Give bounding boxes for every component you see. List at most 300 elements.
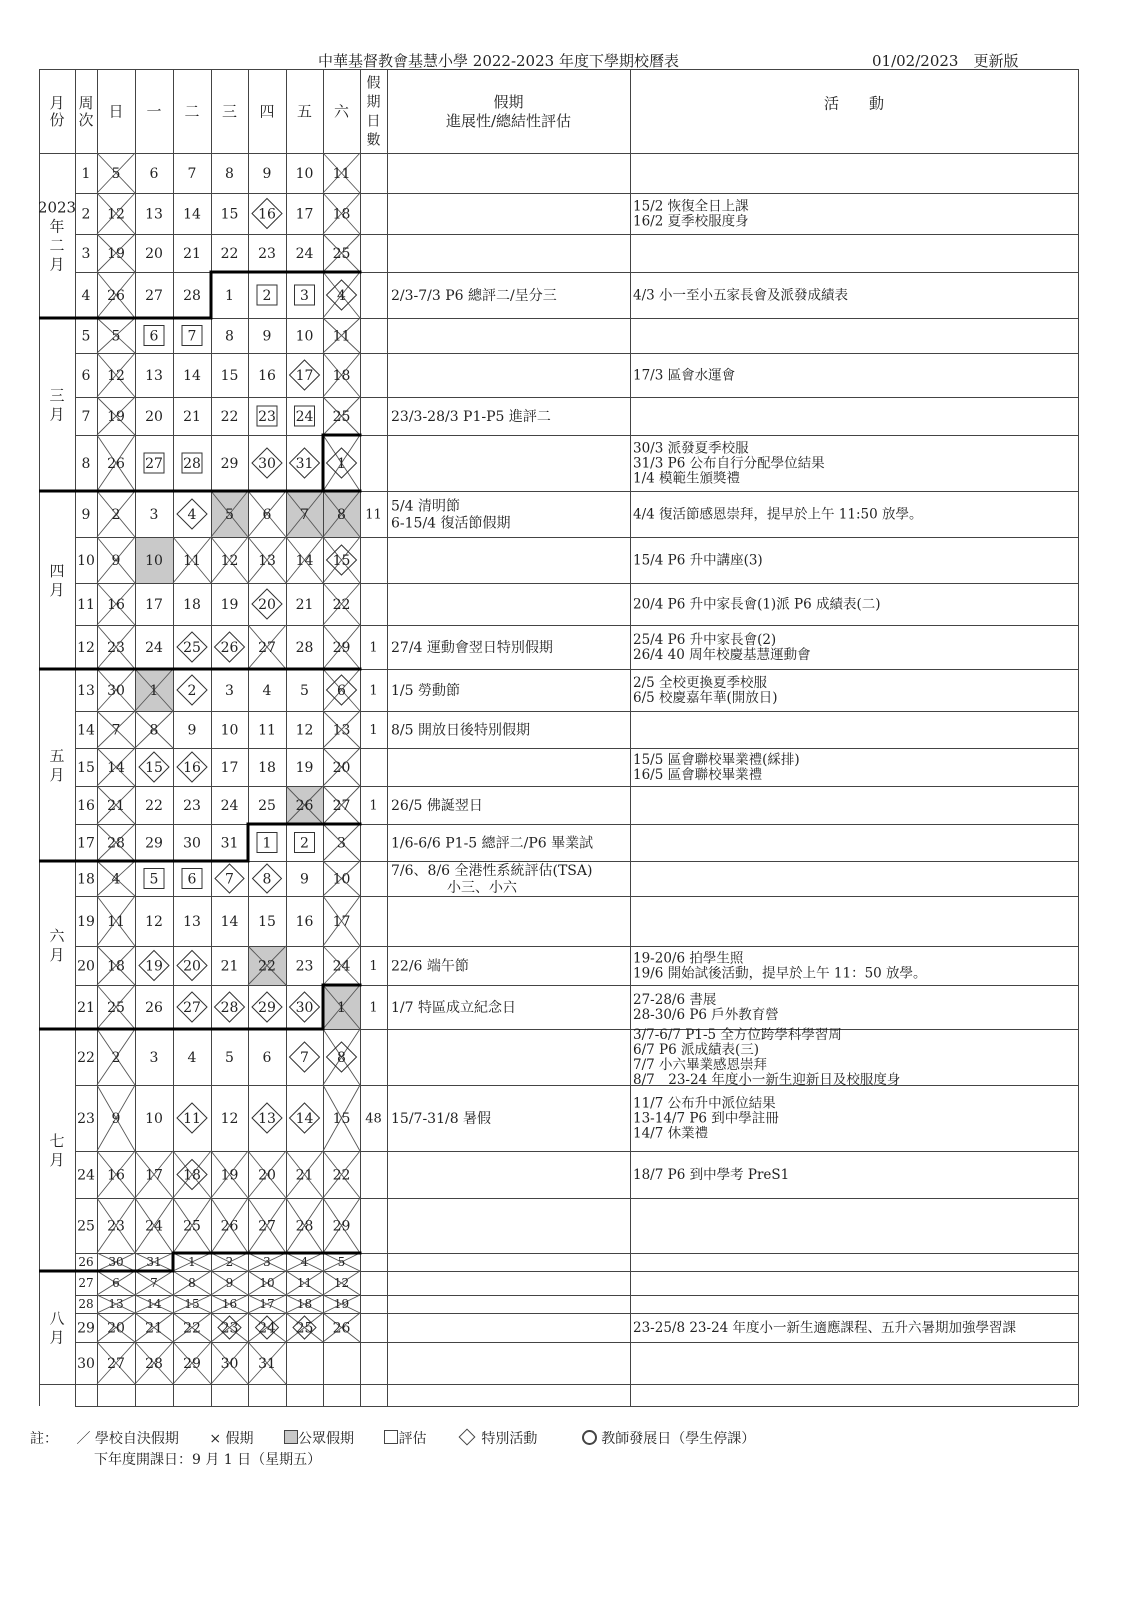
day-number: 14	[220, 913, 239, 930]
day-number: 19	[333, 1297, 350, 1312]
day-number: 11	[332, 165, 351, 182]
day-number: 27	[145, 287, 163, 304]
day-number: 5	[225, 506, 234, 523]
day-number: 23	[183, 797, 201, 814]
day-number: 24	[258, 1320, 276, 1337]
activity-text: 15/4 P6 升中講座(3)	[633, 552, 763, 569]
day-number: 5	[337, 1255, 346, 1270]
day-number: 23	[107, 639, 125, 656]
day-number: 23	[220, 1320, 239, 1337]
day-number: 9	[111, 1110, 121, 1127]
day-number: 17	[259, 1297, 275, 1312]
day-number: 16	[183, 759, 201, 776]
day-number: 3	[225, 682, 234, 699]
day-number: 9	[225, 1276, 234, 1291]
holiday-text: 27/4 運動會翌日特別假期	[391, 639, 553, 656]
day-number: 21	[295, 596, 314, 613]
day-number: 16	[221, 1297, 238, 1312]
day-number: 4	[337, 287, 346, 304]
day-number: 16	[107, 1167, 125, 1184]
day-number: 18	[183, 596, 201, 613]
day-number: 6	[262, 1049, 272, 1066]
page-title: 中華基督教會基慧小學 2022-2023 年度下學期校曆表	[318, 52, 679, 70]
day-number: 28	[295, 1218, 314, 1235]
day-number: 10	[145, 552, 163, 569]
col-month-header: 月份	[49, 93, 65, 129]
day-number: 6	[112, 1276, 120, 1291]
day-number: 29	[332, 1218, 351, 1235]
day-number: 30	[108, 1255, 124, 1270]
holiday-text: 8/5 開放日後特別假期	[391, 722, 530, 739]
day-number: 11	[258, 722, 276, 739]
day-number: 31	[258, 1355, 276, 1372]
holiday-text: 1/7 特區成立紀念日	[391, 999, 516, 1016]
version-label: 01/02/2023 更新版	[872, 52, 1019, 70]
activity-text: 27-28/6 書展 28-30/6 P6 戶外教育營	[633, 992, 779, 1024]
day-number: 4	[111, 871, 121, 888]
day-number: 7	[187, 328, 197, 345]
holiday-text: 2/3-7/3 P6 總評二/呈分三	[391, 287, 557, 304]
day-number: 10	[295, 328, 314, 345]
activity-text: 11/7 公布升中派位結果 13-14/7 P6 到中學註冊 14/7 休業禮	[633, 1095, 779, 1142]
col-activity-header: 活 動	[823, 94, 885, 113]
month-label: 四月	[49, 561, 65, 599]
day-number: 20	[145, 408, 163, 425]
day-number: 26	[332, 1320, 351, 1337]
holiday-text: 5/4 清明節 6-15/4 復活節假期	[391, 498, 511, 532]
day-number: 20	[107, 1320, 125, 1337]
day-number: 5	[225, 1049, 234, 1066]
day-number: 15	[145, 759, 163, 776]
legend-diamond: 特別活動	[481, 1431, 538, 1447]
day-number: 24	[145, 1218, 163, 1235]
day-number: 12	[220, 1110, 239, 1127]
day-number: 4	[187, 1049, 197, 1066]
day-number: 19	[295, 759, 314, 776]
day-number: 17	[145, 1167, 163, 1184]
day-number: 25	[183, 1218, 201, 1235]
day-number: 27	[183, 999, 201, 1016]
week-number: 16	[77, 797, 95, 814]
day-number: 19	[220, 596, 239, 613]
day-number: 10	[220, 722, 239, 739]
day-number: 7	[187, 165, 197, 182]
week-number: 22	[77, 1049, 95, 1066]
day-number: 16	[258, 206, 276, 223]
day-number: 19	[107, 245, 125, 262]
day-number: 6	[149, 165, 159, 182]
day-number: 2	[187, 682, 197, 699]
holiday-text: 22/6 端午節	[391, 958, 469, 975]
diamond-icon	[458, 1429, 475, 1446]
day-number: 3	[149, 506, 159, 523]
activity-text: 2/5 全校更換夏季校服 6/5 校慶嘉年華(開放日)	[633, 675, 778, 707]
day-number: 4	[262, 682, 272, 699]
week-number: 13	[77, 682, 95, 699]
day-number: 7	[225, 871, 234, 888]
day-number: 8	[149, 722, 159, 739]
day-number: 5	[111, 328, 121, 345]
holiday-days-count: 1	[369, 798, 378, 814]
holiday-days-count: 1	[369, 640, 378, 656]
holiday-days-count: 1	[369, 959, 378, 975]
day-number: 3	[300, 287, 309, 304]
activity-text: 4/4 復活節感恩崇拜，提早於上午 11:50 放學。	[633, 506, 923, 523]
day-number: 1	[225, 287, 234, 304]
holiday-text: 7/6、8/6 全港性系統評估(TSA) 小三、小六	[391, 862, 593, 896]
next-year-start: 下年度開課日：9 月 1 日（星期五）	[94, 1452, 322, 1468]
day-number: 7	[300, 1049, 309, 1066]
day-number: 14	[107, 759, 125, 776]
week-number: 5	[81, 328, 91, 345]
day-number: 15	[258, 913, 276, 930]
day-number: 15	[332, 1110, 351, 1127]
day-number: 29	[183, 1355, 201, 1372]
col-holiday-days-header: 假期日數	[366, 75, 381, 149]
week-number: 25	[77, 1218, 95, 1235]
day-number: 1	[149, 682, 159, 699]
col-day-header: 一	[146, 102, 162, 121]
day-number: 29	[145, 835, 163, 852]
day-number: 11	[332, 328, 351, 345]
day-number: 7	[111, 722, 121, 739]
day-number: 5	[300, 682, 309, 699]
day-number: 6	[187, 871, 197, 888]
day-number: 25	[107, 999, 125, 1016]
day-number: 29	[220, 455, 239, 472]
day-number: 11	[107, 913, 125, 930]
day-number: 31	[146, 1255, 162, 1270]
week-number: 30	[77, 1355, 95, 1372]
activity-text: 25/4 P6 升中家長會(2) 26/4 40 周年校慶基慧運動會	[633, 632, 811, 664]
day-number: 5	[111, 165, 121, 182]
day-number: 1	[337, 999, 346, 1016]
week-number: 15	[77, 759, 95, 776]
month-label: 五月	[49, 746, 65, 784]
activity-text: 30/3 派發夏季校服 31/3 P6 公布自行分配學位結果 1/4 模範生頒獎禮	[633, 440, 825, 487]
day-number: 20	[258, 596, 276, 613]
day-number: 26	[107, 455, 125, 472]
day-number: 17	[220, 759, 239, 776]
legend-slash: ／ 學校自決假期	[76, 1431, 179, 1447]
day-number: 22	[145, 797, 163, 814]
day-number: 12	[333, 1276, 350, 1291]
day-number: 17	[332, 913, 351, 930]
week-number: 8	[81, 455, 91, 472]
day-number: 14	[295, 552, 314, 569]
day-number: 8	[225, 328, 234, 345]
day-number: 28	[107, 835, 125, 852]
month-label: 2023 年二月	[39, 198, 77, 274]
day-number: 27	[258, 1218, 276, 1235]
day-number: 2	[300, 835, 309, 852]
day-number: 4	[187, 506, 197, 523]
week-number: 14	[77, 722, 95, 739]
day-number: 20	[332, 759, 351, 776]
holiday-text: 23/3-28/3 P1-P5 進評二	[391, 408, 551, 425]
col-day-header: 日	[108, 102, 124, 121]
col-week-header: 周次	[78, 93, 94, 129]
day-number: 13	[108, 1297, 124, 1312]
legend-gray-swatch	[284, 1430, 298, 1444]
holiday-days-count: 1	[369, 1000, 378, 1016]
week-number: 18	[77, 871, 95, 888]
week-number: 7	[81, 408, 91, 425]
calendar-table	[39, 69, 1079, 1412]
day-number: 6	[262, 506, 272, 523]
day-number: 27	[258, 639, 276, 656]
day-number: 3	[149, 1049, 159, 1066]
week-number: 1	[81, 165, 91, 182]
legend	[30, 1428, 755, 1448]
day-number: 11	[183, 1110, 201, 1127]
day-number: 26	[295, 797, 314, 814]
week-number: 17	[77, 835, 95, 852]
day-number: 23	[107, 1218, 125, 1235]
week-number: 20	[77, 958, 95, 975]
day-number: 28	[295, 639, 314, 656]
day-number: 6	[149, 328, 159, 345]
day-number: 23	[258, 408, 276, 425]
holiday-days-count: 1	[369, 723, 378, 739]
day-number: 19	[145, 958, 163, 975]
month-label: 六月	[49, 926, 65, 964]
legend-note: 註：	[30, 1431, 58, 1447]
day-number: 26	[220, 1218, 239, 1235]
month-label: 七月	[49, 1131, 65, 1169]
day-number: 30	[258, 455, 276, 472]
day-number: 28	[183, 455, 201, 472]
day-number: 13	[145, 367, 163, 384]
day-number: 15	[220, 206, 239, 223]
day-number: 10	[295, 165, 314, 182]
day-number: 25	[332, 408, 351, 425]
day-number: 15	[184, 1297, 200, 1312]
day-number: 30	[107, 682, 125, 699]
day-number: 6	[337, 682, 346, 699]
day-number: 16	[295, 913, 314, 930]
day-number: 16	[258, 367, 276, 384]
day-number: 17	[295, 367, 314, 384]
holiday-text: 26/5 佛誕翌日	[391, 797, 483, 814]
week-number: 4	[81, 287, 91, 304]
day-number: 1	[262, 835, 272, 852]
day-number: 10	[332, 871, 351, 888]
day-number: 13	[183, 913, 201, 930]
col-holiday-header: 假期進展性/總結性評估	[445, 92, 572, 130]
week-number: 9	[81, 506, 91, 523]
day-number: 12	[220, 552, 239, 569]
week-number: 19	[77, 913, 95, 930]
day-number: 8	[188, 1276, 196, 1291]
holiday-text: 15/7-31/8 暑假	[391, 1110, 492, 1127]
week-number: 29	[77, 1320, 95, 1337]
week-number: 3	[81, 245, 91, 262]
day-number: 21	[183, 245, 201, 262]
day-number: 9	[111, 552, 121, 569]
day-number: 13	[145, 206, 163, 223]
day-number: 30	[295, 999, 314, 1016]
holiday-days-count: 11	[365, 507, 382, 523]
day-number: 18	[258, 759, 276, 776]
day-number: 10	[259, 1276, 275, 1291]
day-number: 21	[295, 1167, 314, 1184]
day-number: 18	[107, 958, 125, 975]
day-number: 28	[183, 287, 201, 304]
day-number: 18	[332, 206, 351, 223]
day-number: 26	[220, 639, 239, 656]
day-number: 30	[183, 835, 201, 852]
day-number: 13	[258, 552, 276, 569]
day-number: 24	[295, 245, 314, 262]
activity-text: 3/7-6/7 P1-5 全方位跨學科學習周 6/7 P6 派成績表(三) 7/7 小六畢業感恩崇拜 8/7 23-24 年度小一新生迎新日及校服度身	[633, 1027, 901, 1089]
day-number: 26	[107, 287, 125, 304]
day-number: 15	[332, 552, 351, 569]
day-number: 28	[145, 1355, 163, 1372]
day-number: 22	[183, 1320, 201, 1337]
activity-text: 17/3 區會水運會	[633, 367, 736, 384]
day-number: 2	[111, 1049, 121, 1066]
day-number: 27	[332, 797, 351, 814]
day-number: 22	[220, 408, 239, 425]
day-number: 14	[183, 206, 201, 223]
day-number: 21	[220, 958, 239, 975]
week-number: 12	[77, 639, 95, 656]
day-number: 21	[183, 408, 201, 425]
day-number: 17	[295, 206, 314, 223]
activity-text: 23-25/8 23-24 年度小一新生適應課程、五升六暑期加強學習課	[633, 1320, 1017, 1337]
day-number: 13	[258, 1110, 276, 1127]
week-number: 11	[77, 596, 95, 613]
day-number: 18	[183, 1167, 201, 1184]
col-day-header: 三	[221, 102, 238, 121]
day-number: 20	[258, 1167, 276, 1184]
day-number: 30	[220, 1355, 239, 1372]
week-number: 26	[78, 1255, 94, 1270]
day-number: 8	[225, 165, 234, 182]
day-number: 14	[295, 1110, 314, 1127]
week-number: 2	[81, 206, 91, 223]
day-number: 2	[225, 1255, 234, 1270]
day-number: 25	[258, 797, 276, 814]
activity-text: 20/4 P6 升中家長會(1)派 P6 成績表(二)	[633, 596, 881, 613]
week-number: 21	[77, 999, 95, 1016]
day-number: 23	[295, 958, 314, 975]
day-number: 27	[107, 1355, 125, 1372]
day-number: 17	[145, 596, 163, 613]
day-number: 20	[145, 245, 163, 262]
day-number: 7	[150, 1276, 158, 1291]
col-day-header: 二	[184, 102, 200, 121]
legend-circle: 教師發展日（學生停課）	[601, 1431, 756, 1447]
day-number: 10	[145, 1110, 163, 1127]
day-number: 12	[295, 722, 314, 739]
day-number: 8	[262, 871, 272, 888]
month-label: 八月	[49, 1309, 65, 1347]
day-number: 5	[149, 871, 159, 888]
day-number: 27	[145, 455, 163, 472]
col-day-header: 六	[333, 102, 350, 121]
day-number: 14	[183, 367, 201, 384]
day-number: 9	[300, 871, 309, 888]
day-number: 16	[107, 596, 125, 613]
week-number: 23	[77, 1110, 95, 1127]
day-number: 11	[296, 1276, 313, 1291]
day-number: 24	[145, 639, 163, 656]
holiday-days-count: 1	[369, 683, 378, 699]
day-number: 24	[295, 408, 314, 425]
day-number: 29	[332, 639, 351, 656]
col-day-header: 五	[296, 102, 313, 121]
activity-text: 15/2 恢復全日上課 16/2 夏季校服度身	[633, 198, 749, 230]
day-number: 13	[332, 722, 351, 739]
day-number: 12	[145, 913, 163, 930]
col-day-header: 四	[259, 102, 275, 121]
legend-box: 評估	[398, 1431, 427, 1447]
legend-box-swatch	[384, 1430, 398, 1444]
day-number: 29	[258, 999, 276, 1016]
day-number: 25	[183, 639, 201, 656]
day-number: 25	[332, 245, 351, 262]
day-number: 1	[188, 1255, 196, 1270]
day-number: 7	[300, 506, 309, 523]
week-number: 27	[78, 1276, 94, 1291]
day-number: 2	[262, 287, 272, 304]
day-number: 31	[295, 455, 314, 472]
day-number: 4	[300, 1255, 309, 1270]
day-number: 19	[220, 1167, 239, 1184]
day-number: 22	[258, 958, 276, 975]
holiday-days-count: 48	[365, 1111, 382, 1127]
day-number: 22	[332, 1167, 351, 1184]
day-number: 24	[332, 958, 351, 975]
day-number: 31	[220, 835, 239, 852]
day-number: 2	[111, 506, 121, 523]
day-number: 15	[220, 367, 239, 384]
day-number: 8	[337, 1049, 346, 1066]
day-number: 25	[295, 1320, 314, 1337]
day-number: 3	[337, 835, 346, 852]
legend-cross: × 假期	[209, 1431, 254, 1447]
day-number: 18	[296, 1297, 313, 1312]
week-number: 10	[77, 552, 95, 569]
activity-text: 4/3 小一至小五家長會及派發成績表	[633, 287, 849, 304]
day-number: 18	[332, 367, 351, 384]
day-number: 9	[262, 328, 272, 345]
activity-text: 19-20/6 拍學生照 19/6 開始試後活動，提早於上午 11：50 放學。	[633, 950, 927, 982]
day-number: 14	[146, 1297, 162, 1312]
day-number: 24	[220, 797, 239, 814]
day-number: 20	[183, 958, 201, 975]
day-number: 8	[337, 506, 346, 523]
day-number: 26	[145, 999, 163, 1016]
holiday-text: 1/6-6/6 P1-5 總評二/P6 畢業試	[391, 835, 594, 852]
holiday-text: 1/5 勞動節	[391, 682, 460, 699]
activity-text: 18/7 P6 到中學考 PreS1	[633, 1167, 790, 1184]
day-number: 19	[107, 408, 125, 425]
day-number: 23	[258, 245, 276, 262]
day-number: 21	[145, 1320, 163, 1337]
day-number: 12	[107, 206, 125, 223]
month-label: 三月	[49, 386, 65, 424]
day-number: 28	[220, 999, 239, 1016]
day-number: 1	[337, 455, 346, 472]
day-number: 22	[332, 596, 351, 613]
day-number: 11	[183, 552, 201, 569]
day-number: 21	[107, 797, 125, 814]
activity-text: 15/5 區會聯校畢業禮(綵排) 16/5 區會聯校畢業禮	[633, 752, 800, 784]
day-number: 12	[107, 367, 125, 384]
